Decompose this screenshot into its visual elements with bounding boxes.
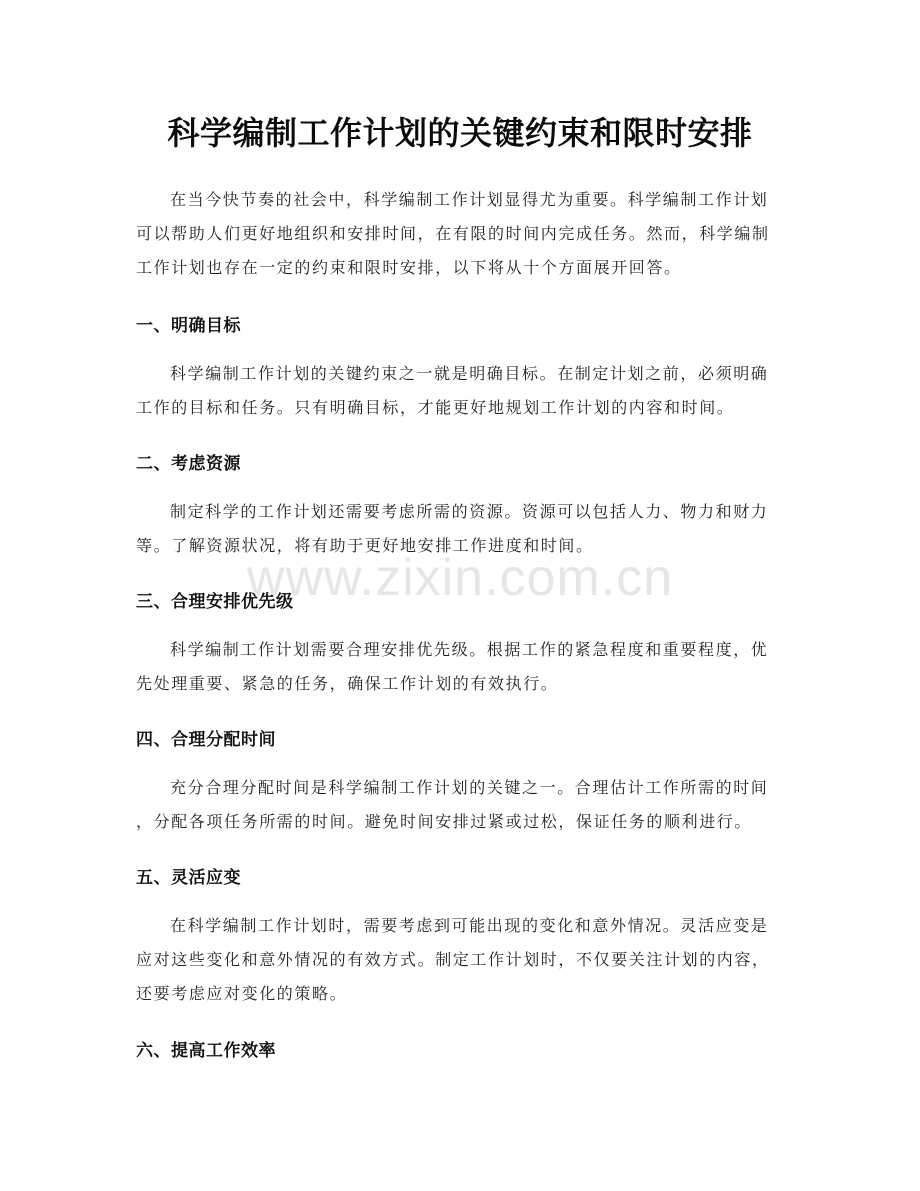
paragraph-line: 还要考虑应对变化的策略。 bbox=[136, 984, 348, 1003]
paragraph-line: 先处理重要、紧急的任务，确保工作计划的有效执行。 bbox=[136, 674, 559, 693]
watermark: www.zixin.com.cn bbox=[246, 549, 674, 607]
section-heading: 三、合理安排优先级 bbox=[136, 592, 294, 612]
section-paragraph bbox=[136, 909, 784, 1011]
section-paragraph bbox=[136, 357, 784, 425]
paragraph-line: 在当今快节奏的社会中，科学编制工作计划显得尤为重要。科学编制工作计划 bbox=[170, 190, 769, 209]
paragraph-line: 应对这些变化和意外情况的有效方式。制定工作计划时，不仅要关注计划的内容， bbox=[136, 950, 770, 969]
paragraph-line: ，分配各项任务所需的时间。避免时间安排过紧或过松，保证任务的顺利进行。 bbox=[136, 812, 753, 831]
section-heading: 五、灵活应变 bbox=[136, 868, 241, 888]
paragraph-line: 科学编制工作计划需要合理安排优先级。根据工作的紧急程度和重要程度，优 bbox=[170, 640, 769, 659]
paragraph-line: 等。了解资源状况，将有助于更好地安排工作进度和时间。 bbox=[136, 536, 594, 555]
intro-paragraph bbox=[136, 183, 784, 285]
paragraph-line: 制定科学的工作计划还需要考虑所需的资源。资源可以包括人力、物力和财力 bbox=[170, 502, 769, 521]
paragraph-line: 在科学编制工作计划时，需要考虑到可能出现的变化和意外情况。灵活应变是 bbox=[170, 916, 769, 935]
paragraph-line: 工作计划也存在一定的约束和限时安排，以下将从十个方面展开回答。 bbox=[136, 258, 682, 277]
section-heading: 四、合理分配时间 bbox=[136, 730, 276, 750]
page-title: 科学编制工作计划的关键约束和限时安排 bbox=[167, 114, 753, 152]
section-heading: 六、提高工作效率 bbox=[136, 1041, 276, 1061]
section-paragraph bbox=[136, 495, 784, 563]
section-paragraph bbox=[136, 771, 784, 839]
section-heading: 一、明确目标 bbox=[136, 316, 241, 336]
section-heading: 二、考虑资源 bbox=[136, 454, 241, 474]
paragraph-line: 科学编制工作计划的关键约束之一就是明确目标。在制定计划之前，必须明确 bbox=[170, 364, 769, 383]
paragraph-line: 充分合理分配时间是科学编制工作计划的关键之一。合理估计工作所需的时间 bbox=[170, 778, 769, 797]
paragraph-line: 可以帮助人们更好地组织和安排时间，在有限的时间内完成任务。然而，科学编制 bbox=[136, 224, 770, 243]
section-paragraph bbox=[136, 633, 784, 701]
paragraph-line: 工作的目标和任务。只有明确目标，才能更好地规划工作计划的内容和时间。 bbox=[136, 398, 735, 417]
